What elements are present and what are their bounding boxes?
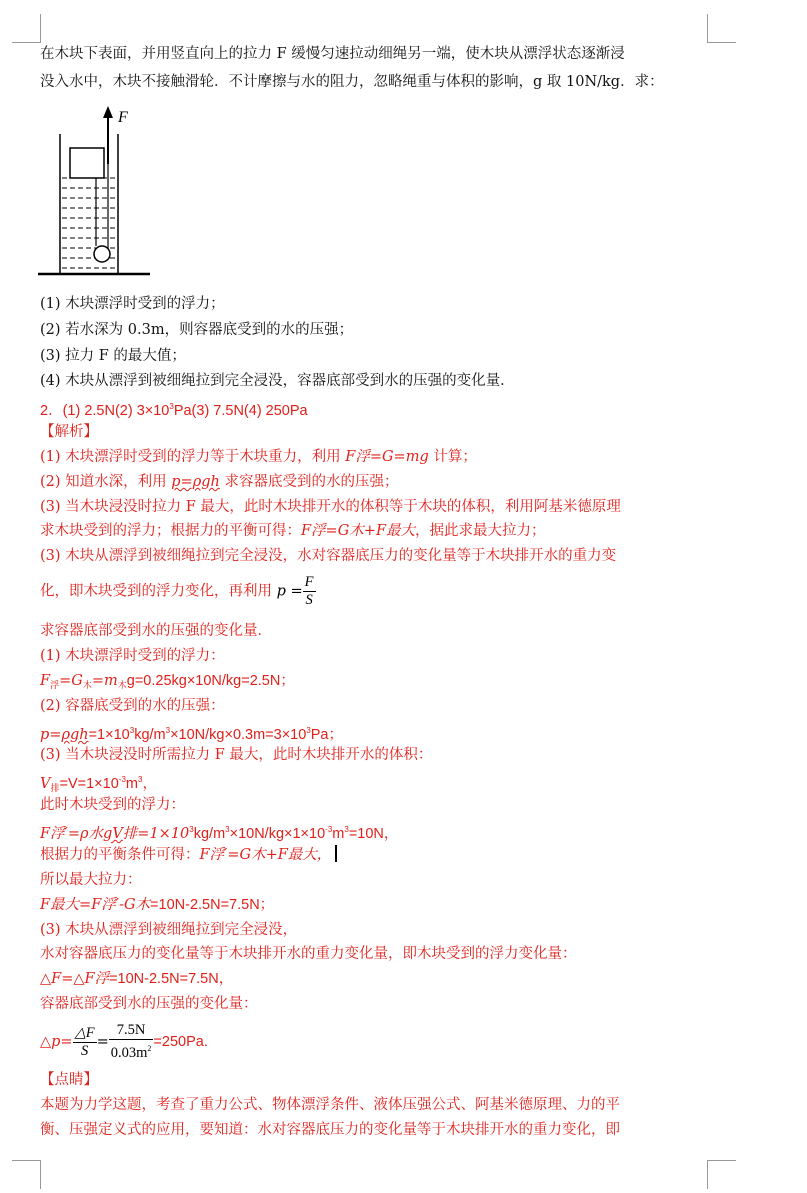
text-cursor bbox=[335, 845, 337, 862]
analysis-3-line-2: 求木块受到的浮力；根据力的平衡可得：F浮=G木+F最大，据此求最大拉力； bbox=[40, 523, 546, 539]
analysis-4-line-3: 求容器底部受到水的压强的变化量． bbox=[40, 623, 272, 639]
container-diagram bbox=[38, 104, 158, 280]
analysis-4-line-1: (3) 木块从漂浮到被细绳拉到完全浸没，水对容器底压力的变化量等于木块排开水的重力变 bbox=[40, 548, 617, 564]
analysis-2: (2) 知道水深，利用 p=ρgh 求容器底受到的水的压强； bbox=[40, 474, 399, 490]
analysis-4-line-2: 化，即木块受到的浮力变化，再利用 p = $\frac{F}{S}$ bbox=[40, 574, 314, 608]
question-2: (2) 若水深为 0.3m，则容器底受到的水的压强； bbox=[40, 322, 354, 338]
solution-4-desc: 水对容器底压力的变化量等于木块排开水的重力变化量，即木块受到的浮力变化量： bbox=[40, 946, 577, 962]
question-1: (1) 木块漂浮时受到的浮力； bbox=[40, 296, 225, 312]
pressure-fraction: $\frac{F}{S}$ bbox=[304, 574, 314, 608]
crop-mark-top-right bbox=[707, 14, 736, 43]
solution-4-title: (3) 木块从漂浮到被细绳拉到完全浸没， bbox=[40, 922, 298, 938]
solution-4-delta-f: △F=△F浮=10N-2.5N=7.5N， bbox=[40, 971, 234, 987]
crop-mark-top-left bbox=[12, 14, 41, 43]
comment-line-2: 衡、压强定义式的应用，要知道：水对容器底压力的变化量等于木块排开水的重力变化，即 bbox=[40, 1122, 620, 1138]
solution-4-pressure-title: 容器底部受到水的压强的变化量： bbox=[40, 996, 258, 1012]
solution-3-buoyancy-formula: F浮′=ρ水gV排$=1\times 10^3kg/m^3\times 10N/kg\times 1\times 10^{-3}m^3=10N$， bbox=[40, 825, 399, 842]
solution-1-formula: $F_浮=G_木=m_木g=0.25kg\times 10N/kg=2.5N$； bbox=[40, 673, 295, 691]
analysis-3-line-1: (3) 当木块浸没时拉力 F 最大，此时木块排开水的体积等于木块的体积，利用阿基米德原理 bbox=[40, 499, 621, 515]
force-label: F bbox=[118, 109, 128, 126]
solution-3-balance: 根据力的平衡条件可得：F浮′=G木+F最大， bbox=[40, 845, 337, 865]
crop-mark-bottom-right bbox=[707, 1160, 736, 1189]
analysis-header: 【解析】 bbox=[40, 424, 98, 440]
question-4: (4) 木块从漂浮到被细绳拉到完全浸没，容器底部受到水的压强的变化量． bbox=[40, 373, 515, 389]
crop-mark-bottom-left bbox=[12, 1160, 41, 1189]
solution-3-volume: $V_排=V=1\times 10^{-3}m^3$， bbox=[40, 775, 157, 794]
analysis-1: (1) 木块漂浮时受到的浮力等于木块重力，利用 F浮=G=mg 计算； bbox=[40, 449, 477, 465]
problem-intro-line-2: 没入水中，木块不接触滑轮．不计摩擦与水的阻力，忽略绳重与体积的影响，g 取 10N/kg．求： bbox=[40, 74, 664, 90]
comment-line-1: 本题为力学这题，考查了重力公式、物体漂浮条件、液体压强公式、阿基米德原理、力的平 bbox=[40, 1097, 620, 1113]
container-figure bbox=[38, 104, 158, 284]
solution-3-buoyancy-title: 此时木块受到的浮力： bbox=[40, 797, 185, 813]
question-3: (3) 拉力 F 的最大值； bbox=[40, 348, 186, 364]
delta-force-fraction: $\frac{\triangle F}{S}$ bbox=[74, 1024, 95, 1059]
answer-line: 2．(1) 2.5N(2) $3\times 10^3Pa(3)$ 7.5N(4) 250Pa bbox=[40, 402, 308, 419]
numeric-fraction: $\frac{7.5N}{0.03m^2}$ bbox=[110, 1022, 152, 1061]
solution-3-max-title: 所以最大拉力： bbox=[40, 872, 142, 888]
problem-intro-line-1: 在木块下表面，并用竖直向上的拉力 F 缓慢匀速拉动细绳另一端，使木块从漂浮状态逐渐浸 bbox=[40, 46, 625, 62]
solution-3-title: (3) 当木块浸没时所需拉力 F 最大，此时木块排开水的体积： bbox=[40, 747, 433, 763]
solution-2-formula: $p=\rho gh=1\times 10^3kg/m^3\times 10N/kg\times 0.3m=3\times 10^3Pa$； bbox=[40, 726, 344, 743]
solution-4-pressure-formula: △p= $\frac{\triangle F}{S}$ = $\frac{7.5N}{0.03m^2}$ =250Pa. bbox=[40, 1022, 208, 1061]
solution-3-max-formula: F最大=F浮′-G木=10N-2.5N=7.5N； bbox=[40, 897, 275, 913]
comment-header: 【点睛】 bbox=[40, 1072, 98, 1088]
solution-1-title: (1) 木块漂浮时受到的浮力： bbox=[40, 648, 225, 664]
solution-2-title: (2) 容器底受到的水的压强： bbox=[40, 698, 225, 714]
